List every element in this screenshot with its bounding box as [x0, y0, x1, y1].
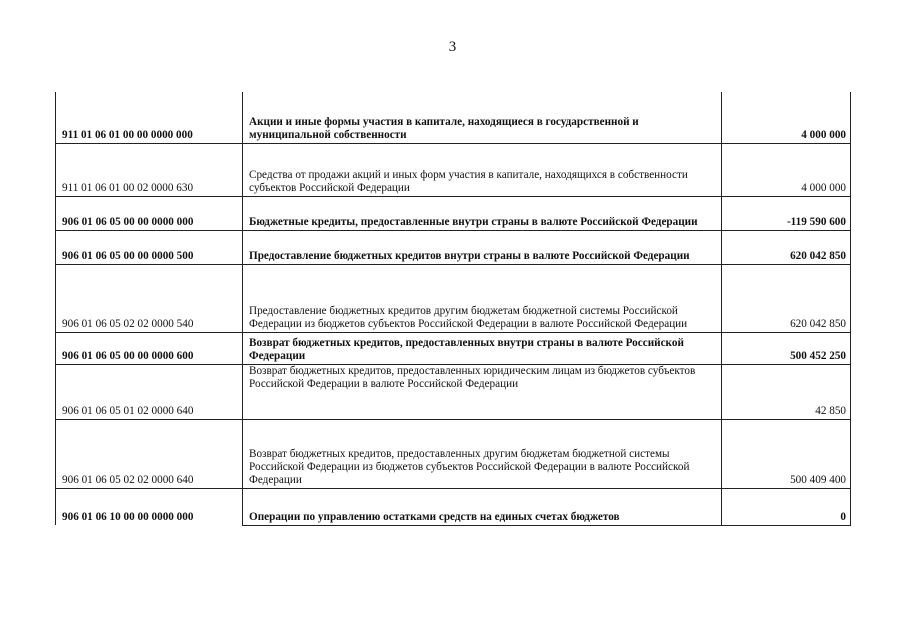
table-row	[56, 230, 851, 264]
row-code: 911 01 06 01 00 02 0000 630	[56, 143, 243, 196]
row-amount: -119 590 600	[722, 196, 851, 230]
table-row	[56, 196, 851, 230]
row-code: 906 01 06 10 00 00 0000 000	[56, 488, 243, 525]
row-name: Возврат бюджетных кредитов, предоставленных юридическим лицам из бюджетов субъектов Российской Федерации в валюте Российской Федерации	[243, 364, 722, 419]
row-amount: 500 452 250	[722, 332, 851, 364]
table-row	[56, 364, 851, 419]
budget-sources-table	[55, 92, 851, 526]
row-amount: 4 000 000	[722, 92, 851, 143]
row-amount: 42 850	[722, 364, 851, 419]
row-amount: 500 409 400	[722, 419, 851, 488]
row-code: 906 01 06 05 02 02 0000 640	[56, 419, 243, 488]
row-amount: 620 042 850	[722, 230, 851, 264]
table-row	[56, 143, 851, 196]
row-code: 911 01 06 01 00 00 0000 000	[56, 92, 243, 143]
row-name: Средства от продажи акций и иных форм участия в капитале, находящихся в собственности субъектов Российской Федерации	[243, 143, 722, 196]
row-name: Бюджетные кредиты, предоставленные внутри страны в валюте Российской Федерации	[243, 196, 722, 230]
row-code: 906 01 06 05 01 02 0000 640	[56, 364, 243, 419]
table-row	[56, 92, 851, 143]
table-row	[56, 488, 851, 525]
row-name: Предоставление бюджетных кредитов внутри страны в валюте Российской Федерации	[243, 230, 722, 264]
table-row	[56, 332, 851, 364]
row-code: 906 01 06 05 02 02 0000 540	[56, 264, 243, 332]
row-code: 906 01 06 05 00 00 0000 600	[56, 332, 243, 364]
row-amount: 620 042 850	[722, 264, 851, 332]
row-name: Возврат бюджетных кредитов, предоставленных другим бюджетам бюджетной системы Российской Федерации из бюджетов субъектов Российской Федерации в валюте Российской Федерации	[243, 419, 722, 488]
row-amount: 4 000 000	[722, 143, 851, 196]
page-number: 3	[448, 39, 457, 55]
row-name: Предоставление бюджетных кредитов другим бюджетам бюджетной системы Российской Федерации из бюджетов субъектов Российской Федерации в валюте Российской Федерации	[243, 264, 722, 332]
row-name: Возврат бюджетных кредитов, предоставленных внутри страны в валюте Российской Федерации	[243, 332, 722, 364]
table-row	[56, 419, 851, 488]
row-amount: 0	[722, 488, 851, 525]
table-row	[56, 264, 851, 332]
row-code: 906 01 06 05 00 00 0000 000	[56, 196, 243, 230]
row-name: Операции по управлению остатками средств на единых счетах бюджетов	[243, 488, 722, 525]
row-name: Акции и иные формы участия в капитале, находящиеся в государственной и муниципальной собственности	[243, 92, 722, 143]
row-code: 906 01 06 05 00 00 0000 500	[56, 230, 243, 264]
